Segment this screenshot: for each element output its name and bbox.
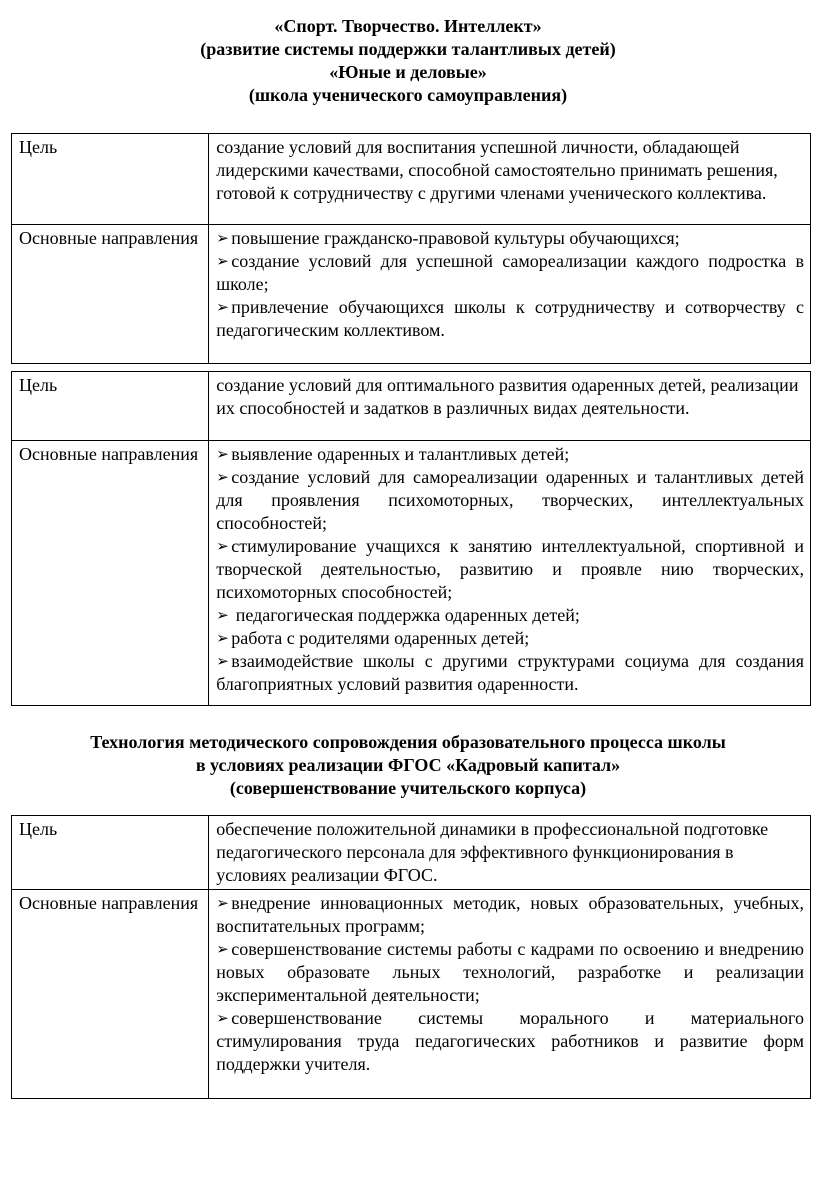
list-item xyxy=(216,892,804,938)
table-row-goal xyxy=(12,816,811,890)
list-item-text: взаимодействие школы с другими структурами социума для создания благоприятных условий развития одаренности. xyxy=(216,651,804,694)
list-item xyxy=(216,443,804,466)
list-item xyxy=(216,535,804,604)
directions-list xyxy=(209,441,811,706)
list-item xyxy=(216,627,804,650)
arrow-bullet-icon: ➢ xyxy=(216,940,229,958)
goal-label: Цель xyxy=(12,134,209,225)
list-item-text: создание условий для самореализации одаренных и талантливых детей для проявления психомоторных, творческих, интеллектуальных способностей; xyxy=(216,467,804,533)
heading-line: (совершенствование учительского корпуса) xyxy=(229,778,587,798)
arrow-bullet-icon: ➢ xyxy=(216,252,229,270)
heading-line: «Спорт. Творчество. Интеллект» xyxy=(274,16,542,36)
goal-text: создание условий для воспитания успешной личности, обладающей лидерскими качествами, способной самостоятельно принимать решения, готовой к сотрудничеству с другими членами ученического коллектива. xyxy=(209,134,811,225)
list-item xyxy=(216,250,804,296)
heading-line: Технология методического сопровождения образовательного процесса школы xyxy=(90,732,726,752)
arrow-bullet-icon: ➢ xyxy=(216,629,229,647)
goal-label: Цель xyxy=(12,816,209,890)
list-item xyxy=(216,227,804,250)
list-item xyxy=(216,1007,804,1076)
heading-line: «Юные и деловые» xyxy=(329,62,487,82)
list-item-text: педагогическая поддержка одаренных детей; xyxy=(231,605,580,625)
heading-line: (школа ученического самоуправления) xyxy=(248,85,568,105)
table-row-goal xyxy=(12,134,811,225)
table-row-directions xyxy=(12,225,811,364)
section-2-heading xyxy=(0,731,816,800)
list-item xyxy=(216,296,804,342)
section-1-heading xyxy=(0,15,816,107)
list-item xyxy=(216,650,804,696)
goal-label: Цель xyxy=(12,372,209,441)
list-item-text: работа с родителями одаренных детей; xyxy=(231,628,530,648)
directions-label: Основные направления xyxy=(12,890,209,1099)
table-leadership xyxy=(11,133,811,364)
arrow-bullet-icon: ➢ xyxy=(216,229,229,247)
list-item-text: совершенствование системы морального и материального стимулирования труда педагогических работников и развитие форм поддержки учителя. xyxy=(216,1008,804,1074)
directions-label: Основные направления xyxy=(12,441,209,706)
list-item xyxy=(216,466,804,535)
list-item-text: внедрение инновационных методик, новых образовательных, учебных, воспитательных программ; xyxy=(216,893,804,936)
directions-list xyxy=(209,890,811,1099)
table-row-directions xyxy=(12,890,811,1099)
list-item-text: создание условий для успешной самореализации каждого подростка в школе; xyxy=(216,251,804,294)
arrow-bullet-icon: ➢ xyxy=(216,537,229,555)
arrow-bullet-icon: ➢ xyxy=(216,894,229,912)
arrow-bullet-icon: ➢ xyxy=(216,298,229,316)
arrow-bullet-icon: ➢ xyxy=(216,1009,229,1027)
table-gifted-children xyxy=(11,371,811,706)
list-item-text: совершенствование системы работы с кадрами по освоению и внедрению новых образовате льных технологий, разработке и реализации экспериментальной деятельности; xyxy=(216,939,804,1005)
heading-line: в условиях реализации ФГОС «Кадровый капитал» xyxy=(195,755,621,775)
list-item-text: привлечение обучающихся школы к сотрудничеству и сотворчеству с педагогическим коллективом. xyxy=(216,297,804,340)
list-item-text: выявление одаренных и талантливых детей; xyxy=(231,444,570,464)
directions-list xyxy=(209,225,811,364)
arrow-bullet-icon: ➢ xyxy=(216,468,229,486)
list-item-text: повышение гражданско-правовой культуры обучающихся; xyxy=(231,228,680,248)
list-item-text: стимулирование учащихся к занятию интеллектуальной, спортивной и творческой деятельностью, развитию и проявле нию творческих, психомоторных способностей; xyxy=(216,536,804,602)
goal-text: создание условий для оптимального развития одаренных детей, реализации их способностей и задатков в различных видах деятельности. xyxy=(209,372,811,441)
arrow-bullet-icon: ➢ xyxy=(216,445,229,463)
goal-text: обеспечение положительной динамики в профессиональной подготовке педагогического персонала для эффективного функционирования в условиях реализации ФГОС. xyxy=(209,816,811,890)
arrow-bullet-icon: ➢ xyxy=(216,652,229,670)
list-item xyxy=(216,604,804,627)
table-row-directions xyxy=(12,441,811,706)
arrow-bullet-icon: ➢ xyxy=(216,606,229,624)
list-item xyxy=(216,938,804,1007)
directions-label: Основные направления xyxy=(12,225,209,364)
table-row-goal xyxy=(12,372,811,441)
heading-line: (развитие системы поддержки талантливых детей) xyxy=(200,39,616,59)
table-staff-capital xyxy=(11,815,811,1099)
